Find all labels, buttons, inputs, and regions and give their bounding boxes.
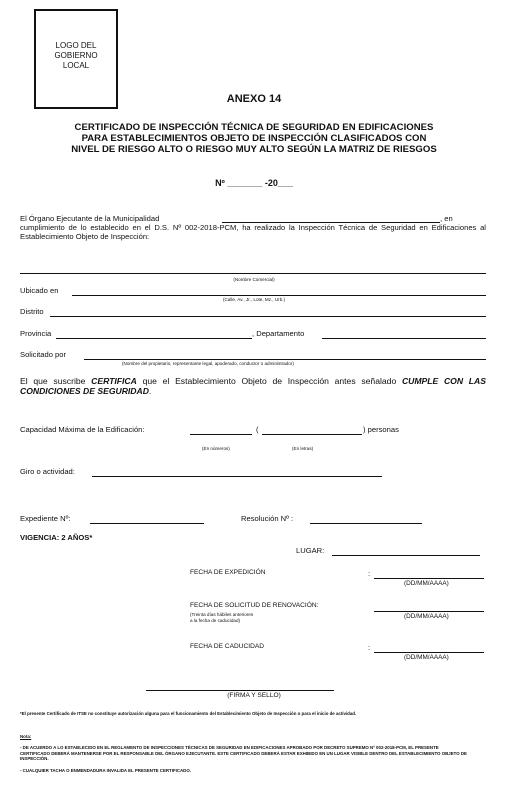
capacity-numbers-hint: (En números) <box>202 446 230 451</box>
resolution-line[interactable] <box>310 523 422 524</box>
certificate-number: Nº _______ -20___ <box>215 178 293 188</box>
note-item: - CUALQUIER TACHA O ENMENDADURA INVALIDA EL PRESENTE CERTIFICADO. <box>20 768 191 773</box>
address-hint: (Calle, Av., Jr., Lote, Mz., Urb.) <box>222 297 286 302</box>
file-number-line[interactable] <box>90 523 204 524</box>
certify-keyword: CERTIFICA <box>91 376 137 386</box>
renewal-date-format: (DD/MM/AAAA) <box>404 613 449 620</box>
annex-number: ANEXO 14 <box>226 93 282 105</box>
capacity-open-paren: ( <box>256 425 259 434</box>
file-number-label: Expediente Nº: <box>20 514 71 523</box>
expiry-date-label: FECHA DE CADUCIDAD <box>190 643 265 650</box>
province-label: Provincia <box>20 329 52 338</box>
notes-label: Nota: <box>20 734 32 739</box>
renewal-date-line[interactable] <box>374 611 484 612</box>
capacity-words-hint: (En letras) <box>292 446 314 451</box>
expiry-date-line[interactable] <box>374 652 484 653</box>
issue-date-line[interactable] <box>374 578 484 579</box>
certify-statement <box>20 376 486 396</box>
signature-label: (FIRMA Y SELLO) <box>227 692 281 699</box>
commercial-name-line[interactable] <box>20 273 486 274</box>
issue-date-format: (DD/MM/AAAA) <box>404 580 449 587</box>
activity-label: Giro o actividad: <box>20 467 75 476</box>
requester-line[interactable] <box>84 359 486 360</box>
renewal-date-note: (Treinta días hábiles anteriores a la fecha de caducidad) <box>190 612 254 623</box>
district-label: Distrito <box>20 307 44 316</box>
capacity-label: Capacidad Máxima de la Edificación: <box>20 425 145 434</box>
certificate-title: CERTIFICADO DE INSPECCIÓN TÉCNICA DE SEGURIDAD EN EDIFICACIONES PARA ESTABLECIMIENTOS OBJETO DE INSPECCIÓN CLASIFICADOS CON NIVEL DE RIESGO ALTO O RIESGO MUY ALTO SEGÚN LA MATRIZ DE RIESGOS <box>71 122 437 155</box>
department-label: , Departamento <box>252 329 305 338</box>
activity-line[interactable] <box>92 476 382 477</box>
expiry-date-colon: : <box>368 643 371 652</box>
signature-line[interactable] <box>146 690 334 691</box>
province-line[interactable] <box>56 338 252 339</box>
note-item: - DE ACUERDO A LO ESTABLECIDO EN EL REGLAMENTO DE INSPECCIONES TÉCNICAS DE SEGURIDAD EN EDIFICACIONES APROBADO POR DECRETO SUPREMO Nº 002-2018-PCM, EL PRESENTE CERTIFICADO DEBERÁ MANTENERSE POR EL RESPONSABLE DEL ÓRGANO EJECUTANTE. ESTE CERTIFICADO DEBERÁ ESTAR EXHIBIDO EN UN LUGAR VISIBLE DENTRO DEL ESTABLECIMIENTO OBJETO DE INSPECCIÓN. <box>20 745 467 762</box>
issue-date-label: FECHA DE EXPEDICIÓN <box>190 569 266 576</box>
district-line[interactable] <box>50 316 486 317</box>
requested-by-label: Solicitado por <box>20 350 67 359</box>
validity-label: VIGENCIA: 2 AÑOS* <box>20 533 93 542</box>
commercial-name-hint: (Nombre Comercial) <box>233 277 275 282</box>
renewal-date-label: FECHA DE SOLICITUD DE RENOVACIÓN: <box>190 602 319 609</box>
footnote: *El presente Certificado de ITSE no constituye autorización alguna para el funcionamiento del Establecimiento Objeto de Inspección o para el inicio de actividad. <box>20 711 357 716</box>
capacity-suffix: ) personas <box>363 425 399 434</box>
certify-conditions: CUMPLE CON LAS CONDICIONES DE SEGURIDAD <box>20 376 486 396</box>
capacity-words-line[interactable] <box>262 434 362 435</box>
place-label: LUGAR: <box>296 546 325 555</box>
requester-hint: (Nombre del propietario, representante legal, apoderado, conductor o administrador) <box>122 361 294 366</box>
intro-paragraph: cumplimiento de lo establecido en el D.S. Nº 002-2018-PCM, ha realizado la Inspección Técnica de Seguridad en Edificaciones al Establecimiento Objeto de Inspección: <box>20 223 486 241</box>
located-label: Ubicado en <box>20 286 59 295</box>
address-line[interactable] <box>72 295 486 296</box>
issue-date-colon: : <box>368 569 371 578</box>
department-line[interactable] <box>322 338 486 339</box>
certify-part-3: que el Establecimiento Objeto de Inspección antes señalado <box>136 376 402 386</box>
place-line[interactable] <box>332 555 480 556</box>
capacity-number-line[interactable] <box>190 434 252 435</box>
resolution-label: Resolución Nº : <box>241 514 294 523</box>
intro-lead: El Órgano Ejecutante de la Municipalidad <box>20 214 160 223</box>
expiry-date-format: (DD/MM/AAAA) <box>404 654 449 661</box>
logo-text: LOGO DEL GOBIERNO LOCAL <box>54 41 98 70</box>
intro-tail: , en <box>440 214 453 223</box>
certify-part-1: El que suscribe <box>20 376 92 386</box>
certify-end: . <box>148 386 152 396</box>
